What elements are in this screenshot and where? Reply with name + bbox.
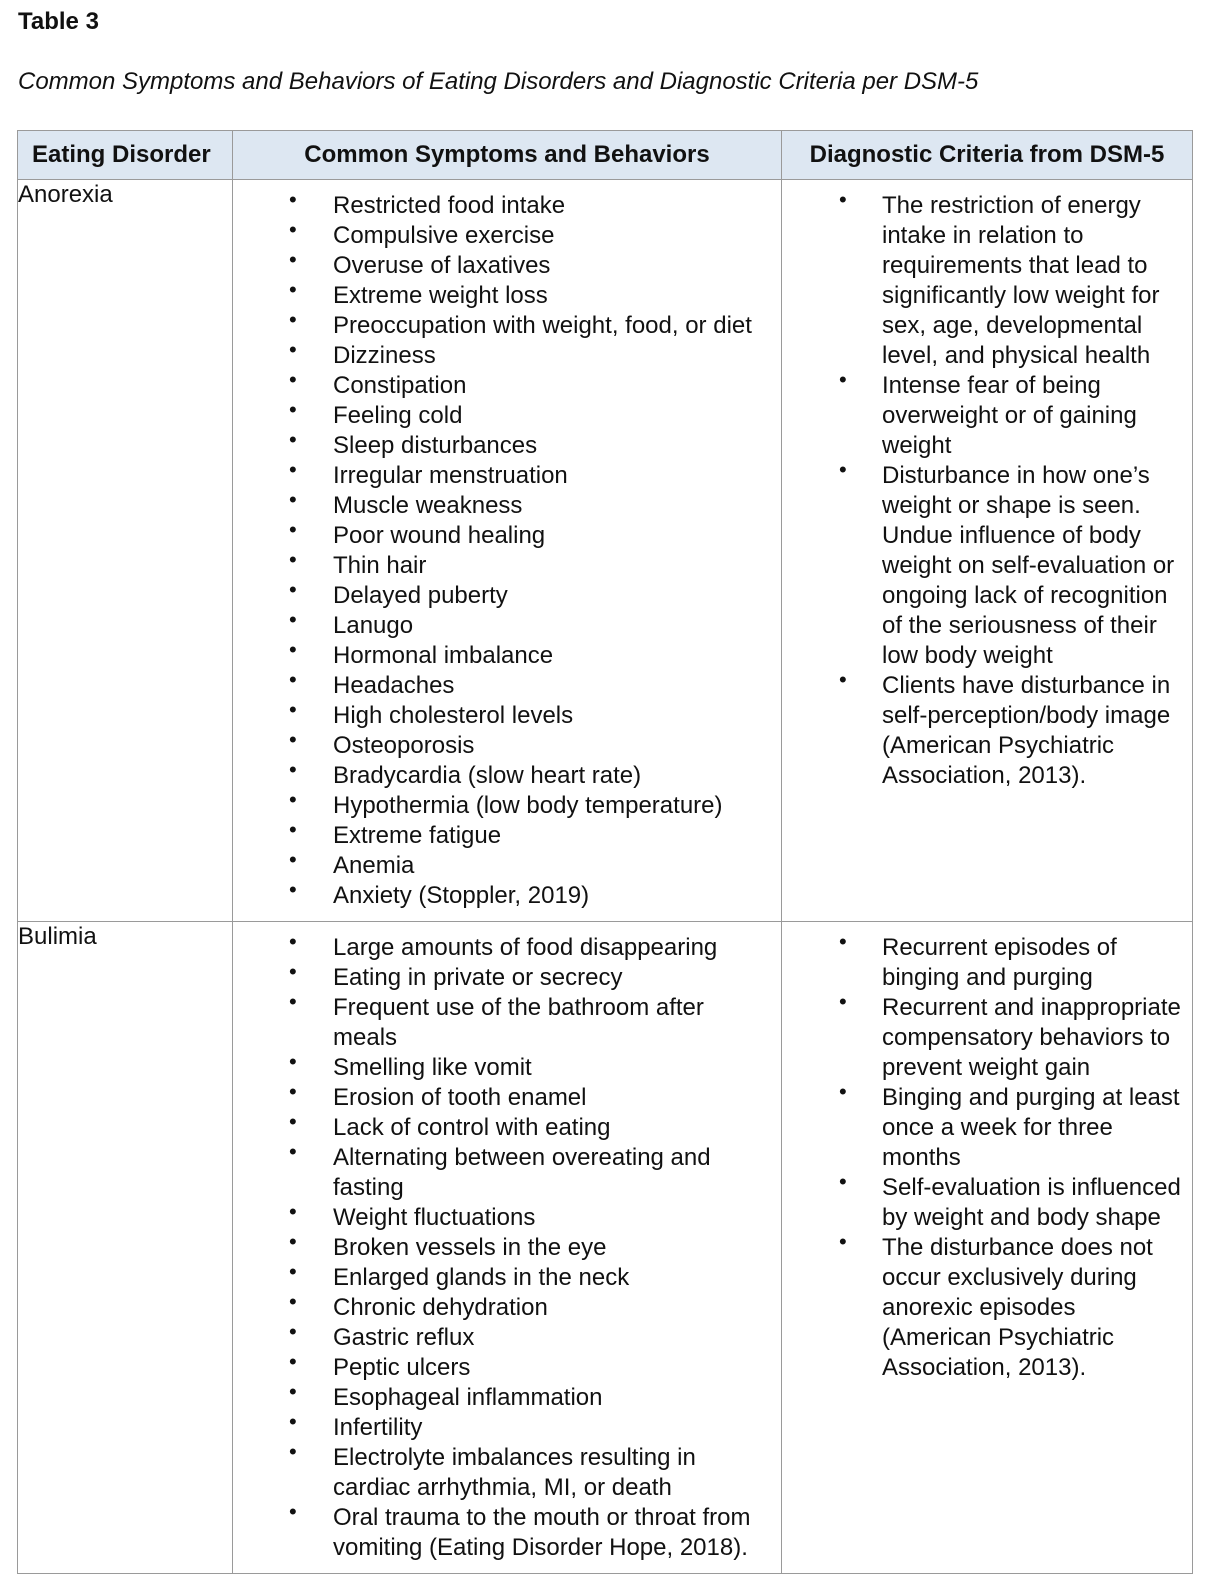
list-item: • Headaches <box>233 671 773 701</box>
list-item: • High cholesterol levels <box>233 701 773 731</box>
symptoms-list <box>233 180 781 921</box>
symptoms-cell <box>233 180 782 922</box>
list-item: • Extreme weight loss <box>233 281 773 311</box>
list-item: • Anxiety (Stoppler, 2019) <box>233 881 773 911</box>
list-item: • Binging and purging at least once a week for three months <box>782 1083 1184 1173</box>
list-item: • Lanugo <box>233 611 773 641</box>
table-number: Table 3 <box>18 8 99 35</box>
list-item: • Intense fear of being overweight or of gaining weight <box>782 371 1184 461</box>
criteria-cell <box>782 180 1193 922</box>
header-symptoms: Common Symptoms and Behaviors <box>233 131 782 180</box>
table-row-anorexia <box>18 180 1193 922</box>
list-item: • Constipation <box>233 371 773 401</box>
eating-disorders-table <box>17 130 1193 1574</box>
list-item: • Extreme fatigue <box>233 821 773 851</box>
list-item: • Oral trauma to the mouth or throat from vomiting (Eating Disorder Hope, 2018). <box>233 1503 773 1563</box>
list-item: • Recurrent episodes of binging and purging <box>782 933 1184 993</box>
list-item: • Enlarged glands in the neck <box>233 1263 773 1293</box>
list-item: • Recurrent and inappropriate compensatory behaviors to prevent weight gain <box>782 993 1184 1083</box>
list-item: • Hypothermia (low body temperature) <box>233 791 773 821</box>
list-item: • Weight fluctuations <box>233 1203 773 1233</box>
list-item: • Gastric reflux <box>233 1323 773 1353</box>
disorder-name: Bulimia <box>18 922 233 1574</box>
criteria-cell <box>782 922 1193 1574</box>
list-item: • The restriction of energy intake in relation to requirements that lead to significantly low weight for sex, age, developmental level, and physical health <box>782 191 1184 371</box>
header-eating-disorder: Eating Disorder <box>18 131 233 180</box>
list-item: • Dizziness <box>233 341 773 371</box>
list-item: • Poor wound healing <box>233 521 773 551</box>
list-item: • Restricted food intake <box>233 191 773 221</box>
list-item: • Infertility <box>233 1413 773 1443</box>
symptoms-cell <box>233 922 782 1574</box>
list-item: • Clients have disturbance in self-perception/body image (American Psychiatric Association, 2013). <box>782 671 1184 791</box>
list-item: • Broken vessels in the eye <box>233 1233 773 1263</box>
criteria-list <box>782 922 1192 1393</box>
list-item: • Alternating between overeating and fasting <box>233 1143 773 1203</box>
list-item: • Muscle weakness <box>233 491 773 521</box>
table-row-bulimia <box>18 922 1193 1574</box>
list-item: • Feeling cold <box>233 401 773 431</box>
list-item: • Self-evaluation is influenced by weight and body shape <box>782 1173 1184 1233</box>
list-item: • Smelling like vomit <box>233 1053 773 1083</box>
list-item: • Chronic dehydration <box>233 1293 773 1323</box>
list-item: • Irregular menstruation <box>233 461 773 491</box>
list-item: • Hormonal imbalance <box>233 641 773 671</box>
list-item: • Eating in private or secrecy <box>233 963 773 993</box>
header-criteria: Diagnostic Criteria from DSM-5 <box>782 131 1193 180</box>
list-item: • Delayed puberty <box>233 581 773 611</box>
symptoms-list <box>233 922 781 1573</box>
list-item: • Thin hair <box>233 551 773 581</box>
table-caption: Common Symptoms and Behaviors of Eating Disorders and Diagnostic Criteria per DSM-5 <box>18 68 979 95</box>
list-item: • Large amounts of food disappearing <box>233 933 773 963</box>
disorder-name: Anorexia <box>18 180 233 922</box>
list-item: • Lack of control with eating <box>233 1113 773 1143</box>
list-item: • Disturbance in how one’s weight or shape is seen. Undue influence of body weight on self-evaluation or ongoing lack of recognition of the seriousness of their low body weight <box>782 461 1184 671</box>
list-item: • Peptic ulcers <box>233 1353 773 1383</box>
list-item: • Preoccupation with weight, food, or diet <box>233 311 773 341</box>
list-item: • Esophageal inflammation <box>233 1383 773 1413</box>
header-row <box>18 131 1193 180</box>
list-item: • Bradycardia (slow heart rate) <box>233 761 773 791</box>
list-item: • Overuse of laxatives <box>233 251 773 281</box>
criteria-list <box>782 180 1192 801</box>
list-item: • Osteoporosis <box>233 731 773 761</box>
list-item: • Frequent use of the bathroom after meals <box>233 993 773 1053</box>
list-item: • The disturbance does not occur exclusively during anorexic episodes (American Psychiatric Association, 2013). <box>782 1233 1184 1383</box>
list-item: • Electrolyte imbalances resulting in cardiac arrhythmia, MI, or death <box>233 1443 773 1503</box>
list-item: • Compulsive exercise <box>233 221 773 251</box>
list-item: • Erosion of tooth enamel <box>233 1083 773 1113</box>
list-item: • Sleep disturbances <box>233 431 773 461</box>
list-item: • Anemia <box>233 851 773 881</box>
